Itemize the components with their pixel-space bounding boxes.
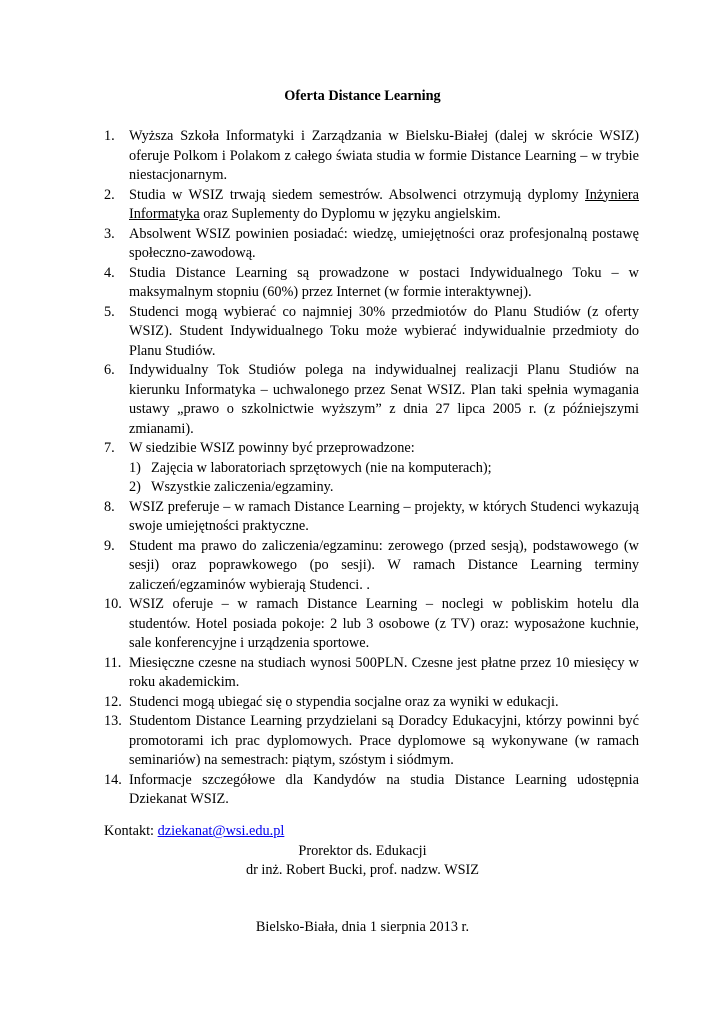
item-text: W siedzibie WSIZ powinny być przeprowadzone: <box>129 440 415 456</box>
item-text: Studia w WSIZ trwają siedem semestrów. Absolwenci otrzymują dyplomy <box>129 186 586 203</box>
list-item-6 <box>104 361 639 439</box>
list-item-10 <box>104 595 639 654</box>
item-text: Informacje szczegółowe dla Kandydów na studia Distance Learning udostępnia Dziekanat WSIZ. <box>129 771 639 807</box>
item-text: Studenci mogą wybierać co najmniej 30% przedmiotów do Planu Studiów (z oferty WSIZ). Student Indywidualnego Toku może wybierać indywidualnie przedmioty do Planu Studiów. <box>129 303 639 359</box>
sub-item-number: 1) <box>129 459 141 476</box>
item-number: 9. <box>104 537 115 554</box>
list-item-13 <box>104 712 639 771</box>
item-number: 13. <box>104 713 122 729</box>
item-number: 14. <box>104 771 122 788</box>
item-text: Studentom Distance Learning przydzielani są Doradcy Edukacyjni, którzy powinni być promotorami ich prac dyplomowych. Prace dyplomowe są wykonywane (w ramach seminariów) na semestrach: piątym, szóstym i siódmym. <box>129 713 639 768</box>
item-text-continued: oraz Suplementy do Dyplomu w języku angielskim. <box>199 206 501 222</box>
list-item-2 <box>104 186 639 225</box>
item-text: Absolwent WSIZ powinien posiadać: wiedzę, umiejętności oraz profesjonalną postawę społeczno-zawodową. <box>129 225 639 261</box>
item-text: Miesięczne czesne na studiach wynosi 500PLN. Czesne jest płatne przez 10 miesięcy w roku akademickim. <box>129 654 639 690</box>
item-text: Studia Distance Learning są prowadzone w postaci Indywidualnego Toku – w maksymalnym stopniu (60%) przez Internet (w formie interaktywnej). <box>129 264 639 300</box>
item-number: 12. <box>104 693 122 710</box>
offer-list <box>104 127 639 810</box>
list-item-1 <box>104 127 639 186</box>
list-item-3 <box>104 225 639 264</box>
item-number: 3. <box>104 225 115 242</box>
list-item-5 <box>104 303 639 362</box>
item-text: Wyższa Szkoła Informatyki i Zarządzania w Bielsku-Białej (dalej w skrócie WSIZ) oferuje Polkom i Polakom z całego świata studia w formie Distance Learning – w trybie niestacjonarnym. <box>129 128 639 183</box>
sub-item-1 <box>104 459 639 479</box>
sub-item-text: Zajęcia w laboratoriach sprzętowych (nie na komputerach); <box>151 459 492 476</box>
contact-line <box>104 822 284 842</box>
item-number: 1. <box>104 128 115 144</box>
item-text: WSIZ preferuje – w ramach Distance Learning – projekty, w których Studenci wykazują swoje umiejętności praktyczne. <box>129 498 639 534</box>
item-number: 11. <box>104 654 122 671</box>
signature-name: dr inż. Robert Bucki, prof. nadzw. WSIZ <box>245 862 480 878</box>
item-number: 5. <box>104 303 115 320</box>
list-item-8 <box>104 498 639 537</box>
list-item-4 <box>104 264 639 303</box>
sub-item-number: 2) <box>129 479 141 495</box>
item-number: 8. <box>104 498 115 515</box>
document-date: Bielsko-Biała, dnia 1 sierpnia 2013 r. <box>255 919 470 935</box>
item-text: Indywidualny Tok Studiów polega na indywidualnej realizacji Planu Studiów na kierunku Informatyka – uchwalonego przez Senat WSIZ. Plan taki spełnia wymagania ustawy „prawo o szkolnictwie wyższym” z dnia 27 lipca 2005 r. (z późniejszymi zmianami). <box>129 362 639 437</box>
list-item-11 <box>104 654 639 693</box>
contact-label: Kontakt: <box>104 823 155 839</box>
item-number: 2. <box>104 186 115 203</box>
item-text: WSIZ oferuje – w ramach Distance Learning – noclegi w pobliskim hotelu dla studentów. Hotel posiada pokoje: 2 lub 3 osobowe (z TV) oraz: wyposażone kuchnie, sale konferencyjne i urządzenia sportowe. <box>129 596 639 651</box>
item-text: Student ma prawo do zaliczenia/egzaminu: zerowego (przed sesją), podstawowego (w sesji) oraz poprawkowego (po sesji). W ramach Distance Learning terminy zaliczeń/egzaminów wybierają Studenci. . <box>129 537 639 593</box>
document-title: Oferta Distance Learning <box>284 88 441 104</box>
item-number: 4. <box>104 264 115 281</box>
item-number: 10. <box>104 596 122 612</box>
sub-item-2 <box>104 478 639 498</box>
sub-item-text: Wszystkie zaliczenia/egzaminy. <box>151 479 334 495</box>
item-text: Studenci mogą ubiegać się o stypendia socjalne oraz za wyniki w edukacji. <box>129 693 559 710</box>
signature-role: Prorektor ds. Edukacji <box>298 843 427 859</box>
item-number: 7. <box>104 440 115 456</box>
list-item-12 <box>104 693 639 713</box>
list-item-9 <box>104 537 639 596</box>
list-item-14 <box>104 771 639 810</box>
contact-email-link[interactable]: dziekanat@wsi.edu.pl <box>157 823 285 839</box>
list-item-7 <box>104 439 639 459</box>
degree-title-underlined: Inżyniera Informatyka <box>129 186 639 222</box>
item-number: 6. <box>104 362 115 378</box>
